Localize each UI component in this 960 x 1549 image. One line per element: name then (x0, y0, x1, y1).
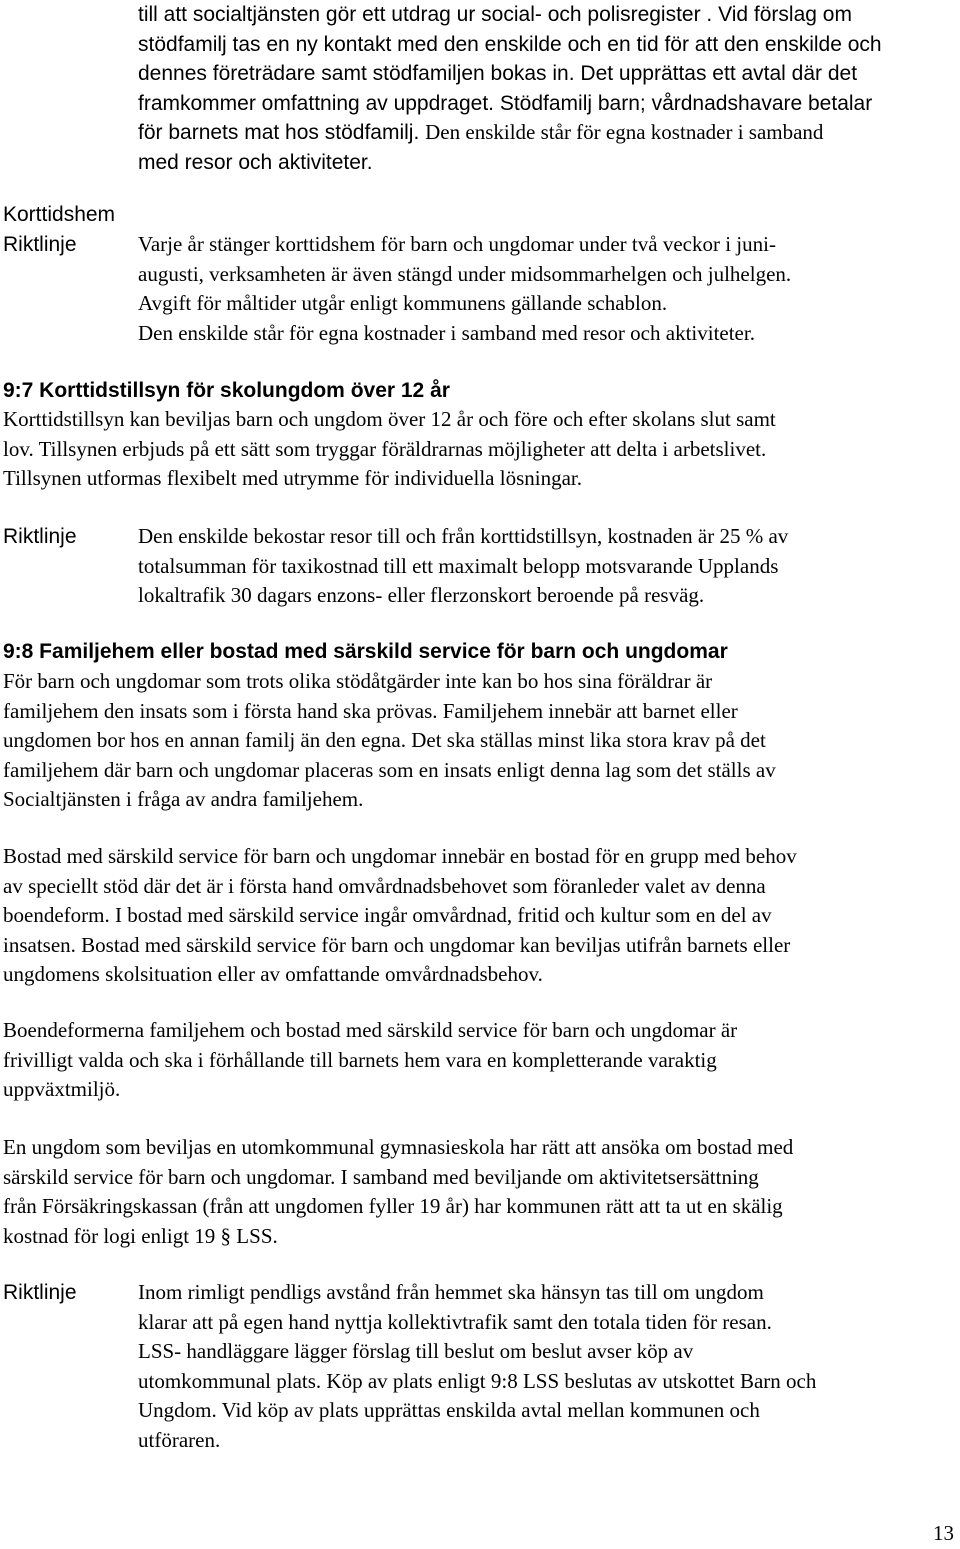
section-heading-9-7: 9:7 Korttidstillsyn för skolungdom över 12 år (3, 379, 450, 402)
text-line: särskild service för barn och ungdomar. I samband med beviljande om aktivitetsersättning (3, 1164, 759, 1189)
text-line: Korttidstillsyn kan beviljas barn och ungdom över 12 år och före och efter skolans slut samt (3, 407, 776, 431)
text-line: av speciellt stöd där det är i första hand omvårdnadsbehovet som föranleder valet av denna (3, 873, 766, 898)
text-line: lokaltrafik 30 dagars enzons- eller flerzonskort beroende på resväg. (138, 583, 705, 607)
section-9-8-paragraph-2 (3, 842, 958, 990)
text-line: Ungdom. Vid köp av plats upprättas enskilda avtal mellan kommunen och (138, 1398, 760, 1422)
text-line: Den enskilde bekostar resor till och från korttidstillsyn, kostnaden är 25 % av (138, 524, 789, 548)
text-line: Den enskilde står för egna kostnader i samband med resor och aktiviteter. (138, 320, 755, 345)
guideline-label: Riktlinje (3, 525, 77, 548)
section-9-7-guideline (138, 522, 956, 611)
text-line: uppväxtmiljö. (3, 1077, 121, 1101)
guideline-label: Riktlinje (3, 1281, 77, 1304)
text-line: utföraren. (138, 1427, 221, 1452)
text-line: Boendeformerna familjehem och bostad med särskild service för barn och ungdomar är (3, 1018, 738, 1042)
text-line: familjehem där barn och ungdomar placeras som en insats enligt denna lag som det ställs av (3, 757, 776, 782)
text-line: utomkommunal plats. Köp av plats enligt 9:8 LSS beslutas av utskottet Barn och (138, 1368, 817, 1393)
text-fragment: för barnets mat hos stödfamilj. (138, 121, 420, 144)
text-line: Socialtjänsten i fråga av andra familjehem. (3, 787, 364, 811)
text-line: ungdomen bor hos en annan familj än den egna. Det ska ställas minst lika stora krav på det (3, 728, 766, 752)
text-line: frivilligt valda och ska i förhållande till barnets hem vara en kompletterande varaktig (3, 1047, 717, 1072)
text-line: LSS- handläggare lägger förslag till beslut om beslut avser köp av (138, 1339, 694, 1363)
text-fragment: Den enskilde står för egna kostnader i samband (425, 120, 824, 144)
section-9-8-guideline (138, 1278, 956, 1455)
text-line: För barn och ungdomar som trots olika stödåtgärder inte kan bo hos sina föräldrar är (3, 669, 713, 693)
text-line: En ungdom som beviljas en utomkommunal gymnasieskola har rätt att ansöka om bostad med (3, 1135, 794, 1159)
text-line: klarar att på egen hand nyttja kollektivtrafik samt den totala tiden för resan. (138, 1309, 772, 1334)
text-line: dennes företrädare samt stödfamiljen bokas in. Det upprättas ett avtal där det (138, 62, 858, 85)
section-heading-9-8: 9:8 Familjehem eller bostad med särskild service för barn och ungdomar (3, 640, 728, 663)
text-line: Bostad med särskild service för barn och ungdomar innebär en bostad för en grupp med behov (3, 844, 797, 868)
page-number: 13 (933, 1521, 954, 1545)
guideline-label: Riktlinje (3, 233, 77, 256)
text-line: boendeform. I bostad med särskild service ingår omvårdnad, fritid och kultur som en del av (3, 903, 772, 927)
section-heading-korttidshem: Korttidshem (3, 203, 116, 226)
text-line: framkommer omfattning av uppdraget. Stödfamilj barn; vårdnadshavare betalar (138, 91, 873, 115)
text-line: ungdomens skolsituation eller av omfattande omvårdnadsbehov. (3, 962, 543, 986)
text-line: Varje år stänger korttidshem för barn och ungdomar under två veckor i juni- (138, 232, 776, 256)
text-line: Inom rimligt pendligs avstånd från hemmet ska hänsyn tas till om ungdom (138, 1280, 764, 1304)
korttidshem-guideline (138, 230, 956, 348)
text-line: Avgift för måltider utgår enligt kommunens gällande schablon. (138, 291, 668, 315)
text-line: totalsumman för taxikostnad till ett maximalt belopp motsvarande Upplands (138, 553, 779, 578)
text-line: familjehem den insats som i första hand ska prövas. Familjehem innebär att barnet eller (3, 698, 738, 723)
text-line: Tillsynen utformas flexibelt med utrymme för individuella lösningar. (3, 466, 582, 490)
text-line: till att socialtjänsten gör ett utdrag ur social- och polisregister . Vid förslag om (138, 3, 852, 26)
text-line: insatsen. Bostad med särskild service för barn och ungdomar kan beviljas utifrån barnets eller (3, 932, 791, 957)
section-9-7-body (3, 405, 958, 494)
intro-paragraph (138, 0, 956, 177)
text-line: med resor och aktiviteter. (138, 150, 373, 174)
text-line: kostnad för logi enligt 19 § LSS. (3, 1223, 278, 1248)
text-line: augusti, verksamheten är även stängd under midsommarhelgen och julhelgen. (138, 261, 792, 286)
text-line: från Försäkringskassan (från att ungdomen fyller 19 år) har kommunen rätt att ta ut en skälig (3, 1194, 783, 1218)
section-9-8-paragraph-4 (3, 1133, 958, 1251)
text-line: lov. Tillsynen erbjuds på ett sätt som tryggar föräldrarnas möjligheter att delta i arbetslivet. (3, 436, 767, 461)
section-9-8-paragraph-1 (3, 667, 958, 815)
section-9-8-paragraph-3 (3, 1016, 958, 1105)
text-line: stödfamilj tas en ny kontakt med den enskilde och en tid för att den enskilde och (138, 32, 882, 56)
text-line (138, 118, 956, 148)
